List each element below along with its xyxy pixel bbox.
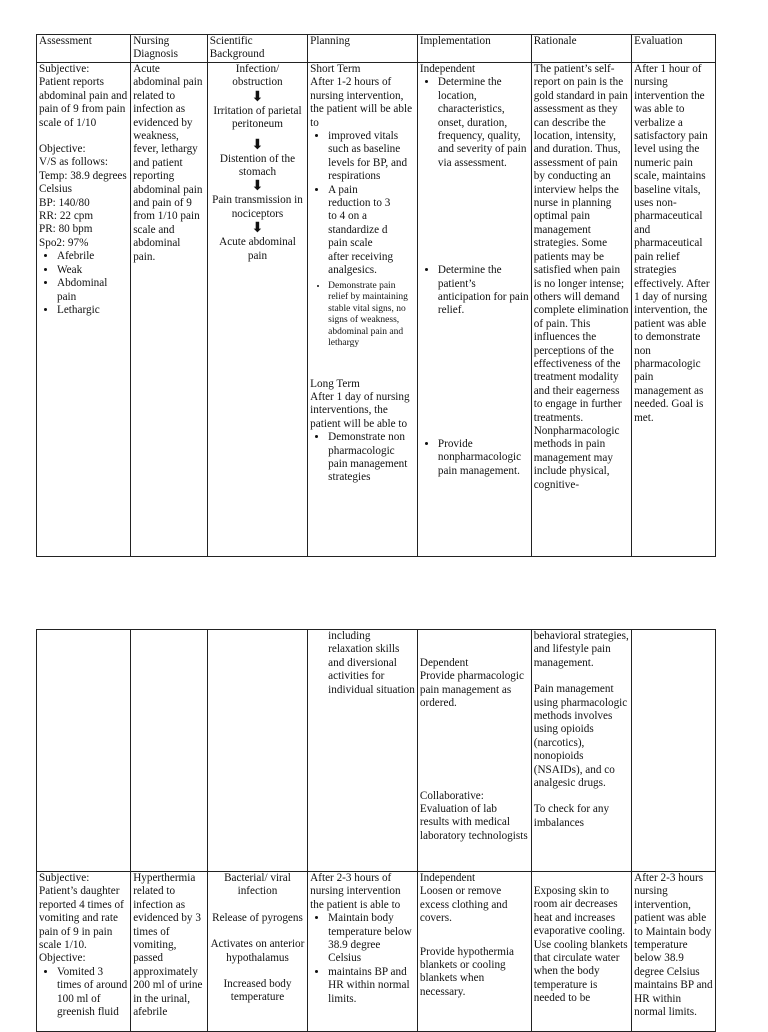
header-planning: Planning: [308, 35, 418, 63]
list-item: • Vomited 3 times of around 100 ml of greenish fluid: [57, 966, 128, 1020]
list-item: • Provide nonpharmacologic pain management.: [438, 438, 529, 478]
assessment-cell: [37, 63, 131, 557]
background-step: Activates on anterior hypothalamus: [210, 938, 305, 964]
list-item: • A pain reduction to 3 to 4 on a standardize d pain scale after receiving analgesics.: [328, 184, 415, 278]
short-term-text: After 1-2 hours of nursing intervention, the patient will be able to: [310, 76, 413, 129]
implementation-cell: [417, 630, 531, 872]
planning-bullets: [310, 130, 415, 349]
background-step: Distention of the stomach: [219, 152, 296, 179]
background-step: Acute abdominal pain: [219, 236, 296, 262]
diagnosis-cell: Hyperthermia related to infection as evidenced by 3 times of vomiting, passed approximately 200 ml of urine in the urinal, afebrile: [131, 872, 208, 1032]
list-item: • Afebrile: [57, 250, 128, 263]
list-item: • Determine the patient’s anticipation for pain relief.: [438, 264, 529, 318]
header-scientific-background: Scientific Background: [207, 35, 307, 63]
table-row: [37, 872, 716, 1032]
planning-continued-text: including relaxation skills and diversional activities for individual situation: [328, 630, 415, 696]
header-implementation: Implementation: [417, 35, 531, 63]
header-assessment: Assessment: [37, 35, 131, 63]
header-nursing-diagnosis: Nursing Diagnosis: [131, 35, 208, 63]
down-arrow-icon: ⬇: [251, 178, 264, 195]
rationale-cell: [531, 630, 631, 872]
list-item: • Weak: [57, 264, 128, 277]
assessment-cell: [37, 630, 131, 872]
evaluation-cell: [632, 630, 716, 872]
implementation-cell: [417, 63, 531, 557]
planning-bullets-long: [310, 431, 415, 485]
short-term-label: Short Term: [310, 63, 361, 75]
dependent-text: Dependent Provide pharmacologic pain management as ordered.: [419, 657, 524, 710]
implementation-text: Loosen or remove excess clothing and covers.: [419, 885, 508, 925]
list-item: • Determine the location, characteristics, onset, duration, frequency, quality, and severity of pain via assessment.: [438, 76, 529, 170]
objective-text: Objective: V/S as follows: Temp: 38.9 degrees Celsius BP: 140/80 RR: 22 cpm PR: 80 bpm Spo2: 97%: [39, 143, 127, 249]
rationale-cell: [531, 872, 631, 1032]
independent-label: Independent: [419, 872, 476, 884]
table-row: [37, 63, 716, 557]
independent-label: Independent: [419, 63, 476, 75]
planning-cell: [308, 872, 418, 1032]
implementation-cell: [417, 872, 531, 1032]
rationale-text: behavioral strategies, and lifestyle pain management.: [533, 630, 629, 669]
background-step: Pain transmission in nociceptors: [212, 194, 303, 220]
planning-cell: [308, 63, 418, 557]
background-step: Increased body temperature: [223, 978, 292, 1004]
list-item: • improved vitals such as baseline levels for BP, and respirations: [328, 130, 415, 184]
planning-text: After 2-3 hours of nursing intervention the patient is able to: [310, 872, 401, 911]
list-item: • Demonstrate non pharmacologic pain management strategies: [328, 431, 415, 485]
background-cell: [207, 63, 307, 557]
planning-cell: [308, 630, 418, 872]
rationale-text: To check for any imbalances: [533, 803, 610, 829]
down-arrow-icon: ⬇: [251, 220, 264, 237]
rationale-text: Use cooling blankets that circulate water when the body temperature is needed to be: [533, 938, 628, 1005]
evaluation-cell: After 1 hour of nursing intervention the was able to verbalize a satisfactory pain level using the numeric pain scale, maintains baseline vitals, uses non-pharmaceutical and pharmaceutical pain relief strategies effectively. After 1 day of nursing intervention, the patient was able to demonstrate non pharmacologic pain management as needed. Goal is met.: [632, 63, 716, 557]
assessment-bullets: [39, 250, 128, 317]
header-evaluation: Evaluation: [632, 35, 716, 63]
background-step: Bacterial/ viral infection: [224, 872, 291, 898]
planning-bullets: [310, 912, 415, 1006]
list-item: • Lethargic: [57, 304, 128, 317]
long-term-label: Long Term: [310, 377, 360, 390]
implementation-bullets: [420, 76, 529, 478]
background-step: Release of pyrogens: [212, 911, 303, 924]
background-cell: [207, 630, 307, 872]
down-arrow-icon: ⬇: [251, 88, 264, 105]
assessment-text: Subjective: Patient’s daughter reported 4 times of vomiting and rate pain of 9 in pain scale 1/10. Objective:: [39, 872, 124, 965]
rationale-text: Exposing skin to room air decreases heat and increases evaporative cooling.: [533, 885, 626, 938]
list-item: • Demonstrate pain relief by maintaining stable vital signs, no signs of weakness, abdominal pain and lethargy: [328, 281, 415, 350]
subjective-text: Subjective: Patient reports abdominal pain and pain of 9 from pain scale of 1/10: [39, 63, 128, 129]
long-term-text: After 1 day of nursing interventions, the patient will be able to: [310, 390, 410, 430]
collaborative-text: Collaborative: Evaluation of lab results with medical laboratory technologists: [419, 789, 528, 842]
background-cell: [207, 872, 307, 1032]
care-plan-table-page2: [36, 629, 716, 1032]
list-item: • maintains BP and HR within normal limits.: [328, 966, 415, 1006]
list-item: • Abdominal pain: [57, 277, 128, 304]
header-rationale: Rationale: [531, 35, 631, 63]
diagnosis-cell: [131, 630, 208, 872]
diagnosis-cell: Acute abdominal pain related to infection as evidenced by weakness, fever, lethargy and patient reporting abdominal pain and pain of 9 from 1/10 pain scale and abdominal pain.: [131, 63, 208, 557]
evaluation-cell: After 2-3 hours nursing intervention, patient was able to Maintain body temperature below 38.9 degree Celsius maintains BP and HR within normal limits.: [632, 872, 716, 1032]
list-item: • Maintain body temperature below 38.9 degree Celsius: [328, 912, 415, 966]
rationale-cell: The patient’s self-report on pain is the gold standard in pain assessment as they can describe the location, intensity, and duration. Thus, assessment of pain by conducting an interview helps the nurse in planning optimal pain management strategies. Some patients may be satisfied when pain is no longer intense; others will demand complete elimination of pain. This influences the perceptions of the effectiveness of the treatment modality and their eagerness to engage in further treatments. Nonpharmacologic methods in pain management may include physical, cognitive-: [531, 63, 631, 557]
header-row: [37, 35, 716, 63]
care-plan-table-page1: [36, 34, 716, 557]
table-row: [37, 630, 716, 872]
background-step: Irritation of parietal peritoneum: [213, 104, 302, 131]
background-step: Infection/ obstruction: [232, 63, 283, 89]
assessment-cell: [37, 872, 131, 1032]
assessment-bullets: [39, 966, 128, 1020]
implementation-text: Provide hypothermia blankets or cooling blankets when necessary.: [419, 945, 515, 998]
down-arrow-icon: ⬇: [251, 136, 264, 153]
rationale-text: Pain management using pharmacologic methods involves using opioids (narcotics), nonopioids (NSAIDs), and co analgesic drugs.: [533, 683, 628, 790]
